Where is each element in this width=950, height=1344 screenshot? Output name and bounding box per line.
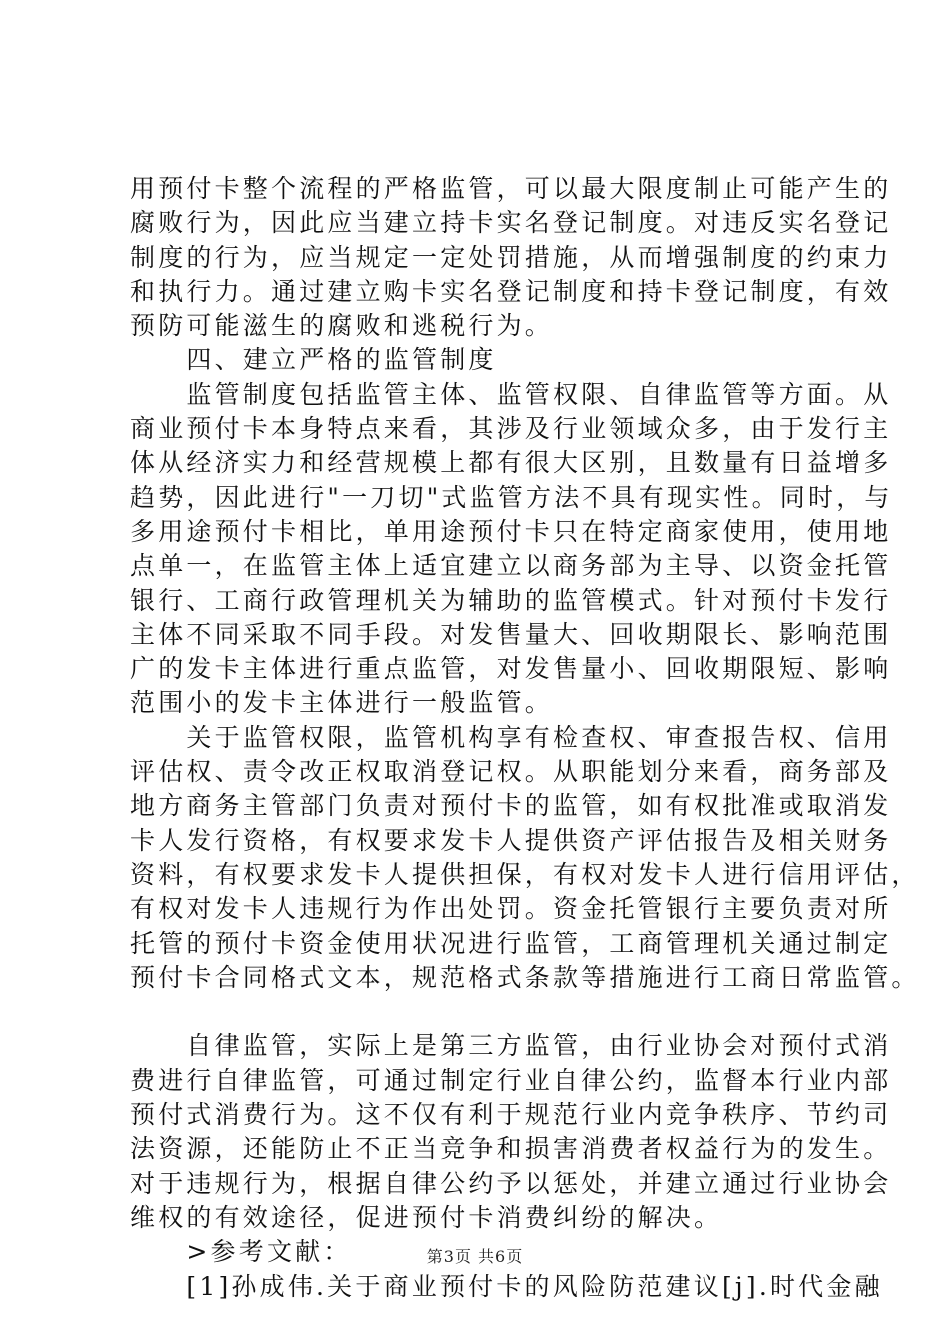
text-line: 预付卡合同格式文本，规范格式条款等措施进行工商日常监管。	[130, 962, 920, 992]
text-line: 和执行力。通过建立购卡实名登记制度和持卡登记制度，有效	[130, 276, 892, 306]
text-line: 有权对发卡人违规行为作出处罚。资金托管银行主要负责对所	[130, 894, 892, 924]
reference-item: [1]孙成伟.关于商业预付卡的风险防范建议[j].时代金融	[130, 1271, 883, 1301]
text-line: 卡人发行资格，有权要求发卡人提供资产评估报告及相关财务	[130, 825, 892, 855]
text-line: 趋势，因此进行"一刀切"式监管方法不具有现实性。同时，与	[130, 482, 893, 512]
references-heading: >参考文献：	[130, 1237, 352, 1267]
text-line: 范围小的发卡主体进行一般监管。	[130, 688, 554, 718]
text-line: 资料，有权要求发卡人提供担保，有权对发卡人进行信用评估，	[130, 859, 920, 889]
text-line: 银行、工商行政管理机关为辅助的监管模式。针对预付卡发行	[130, 585, 892, 615]
text-line: 商业预付卡本身特点来看，其涉及行业领域众多，由于发行主	[130, 414, 892, 444]
text-line: 预付式消费行为。这不仅有利于规范行业内竞争秩序、节约司	[130, 1100, 892, 1130]
text-line: 关于监管权限，监管机构享有检查权、审查报告权、信用	[130, 722, 892, 752]
text-line: 广的发卡主体进行重点监管，对发售量小、回收期限短、影响	[130, 654, 892, 684]
text-line: 制度的行为，应当规定一定处罚措施，从而增强制度的约束力	[130, 242, 892, 272]
text-line: 法资源，还能防止不正当竞争和损害消费者权益行为的发生。	[130, 1134, 892, 1164]
text-line: 对于违规行为，根据自律公约予以惩处，并建立通过行业协会	[130, 1168, 892, 1198]
text-line: 用预付卡整个流程的严格监管，可以最大限度制止可能产生的	[130, 174, 892, 203]
text-line: 地方商务主管部门负责对预付卡的监管，如有权批准或取消发	[130, 791, 892, 821]
text-line: 点单一，在监管主体上适宜建立以商务部为主导、以资金托管	[130, 551, 892, 581]
text-line: 预防可能滋生的腐败和逃税行为。	[130, 311, 554, 341]
text-line: 评估权、责令改正权取消登记权。从职能划分来看，商务部及	[130, 757, 892, 787]
text-line: 监管制度包括监管主体、监管权限、自律监管等方面。从	[130, 379, 892, 409]
page-number-label: 第3页 共6页	[426, 1247, 524, 1266]
text-line: 托管的预付卡资金使用状况进行监管，工商管理机关通过制定	[130, 928, 892, 958]
document-body	[130, 172, 920, 1304]
text-line: 维权的有效途径，促进预付卡消费纠纷的解决。	[130, 1202, 723, 1232]
page-footer	[0, 1244, 950, 1267]
text-line: 体从经济实力和经营规模上都有很大区别，且数量有日益增多	[130, 448, 892, 478]
section-heading: 四、建立严格的监管制度	[130, 345, 497, 375]
text-line: 主体不同采取不同手段。对发售量大、回收期限长、影响范围	[130, 619, 892, 649]
text-line: 自律监管，实际上是第三方监管，由行业协会对预付式消	[130, 1031, 892, 1061]
text-line: 腐败行为，因此应当建立持卡实名登记制度。对违反实名登记	[130, 208, 892, 238]
text-line: 多用途预付卡相比，单用途预付卡只在特定商家使用，使用地	[130, 516, 892, 546]
blank-line	[130, 995, 830, 1029]
text-line: 费进行自律监管，可通过制定行业自律公约，监督本行业内部	[130, 1065, 892, 1095]
